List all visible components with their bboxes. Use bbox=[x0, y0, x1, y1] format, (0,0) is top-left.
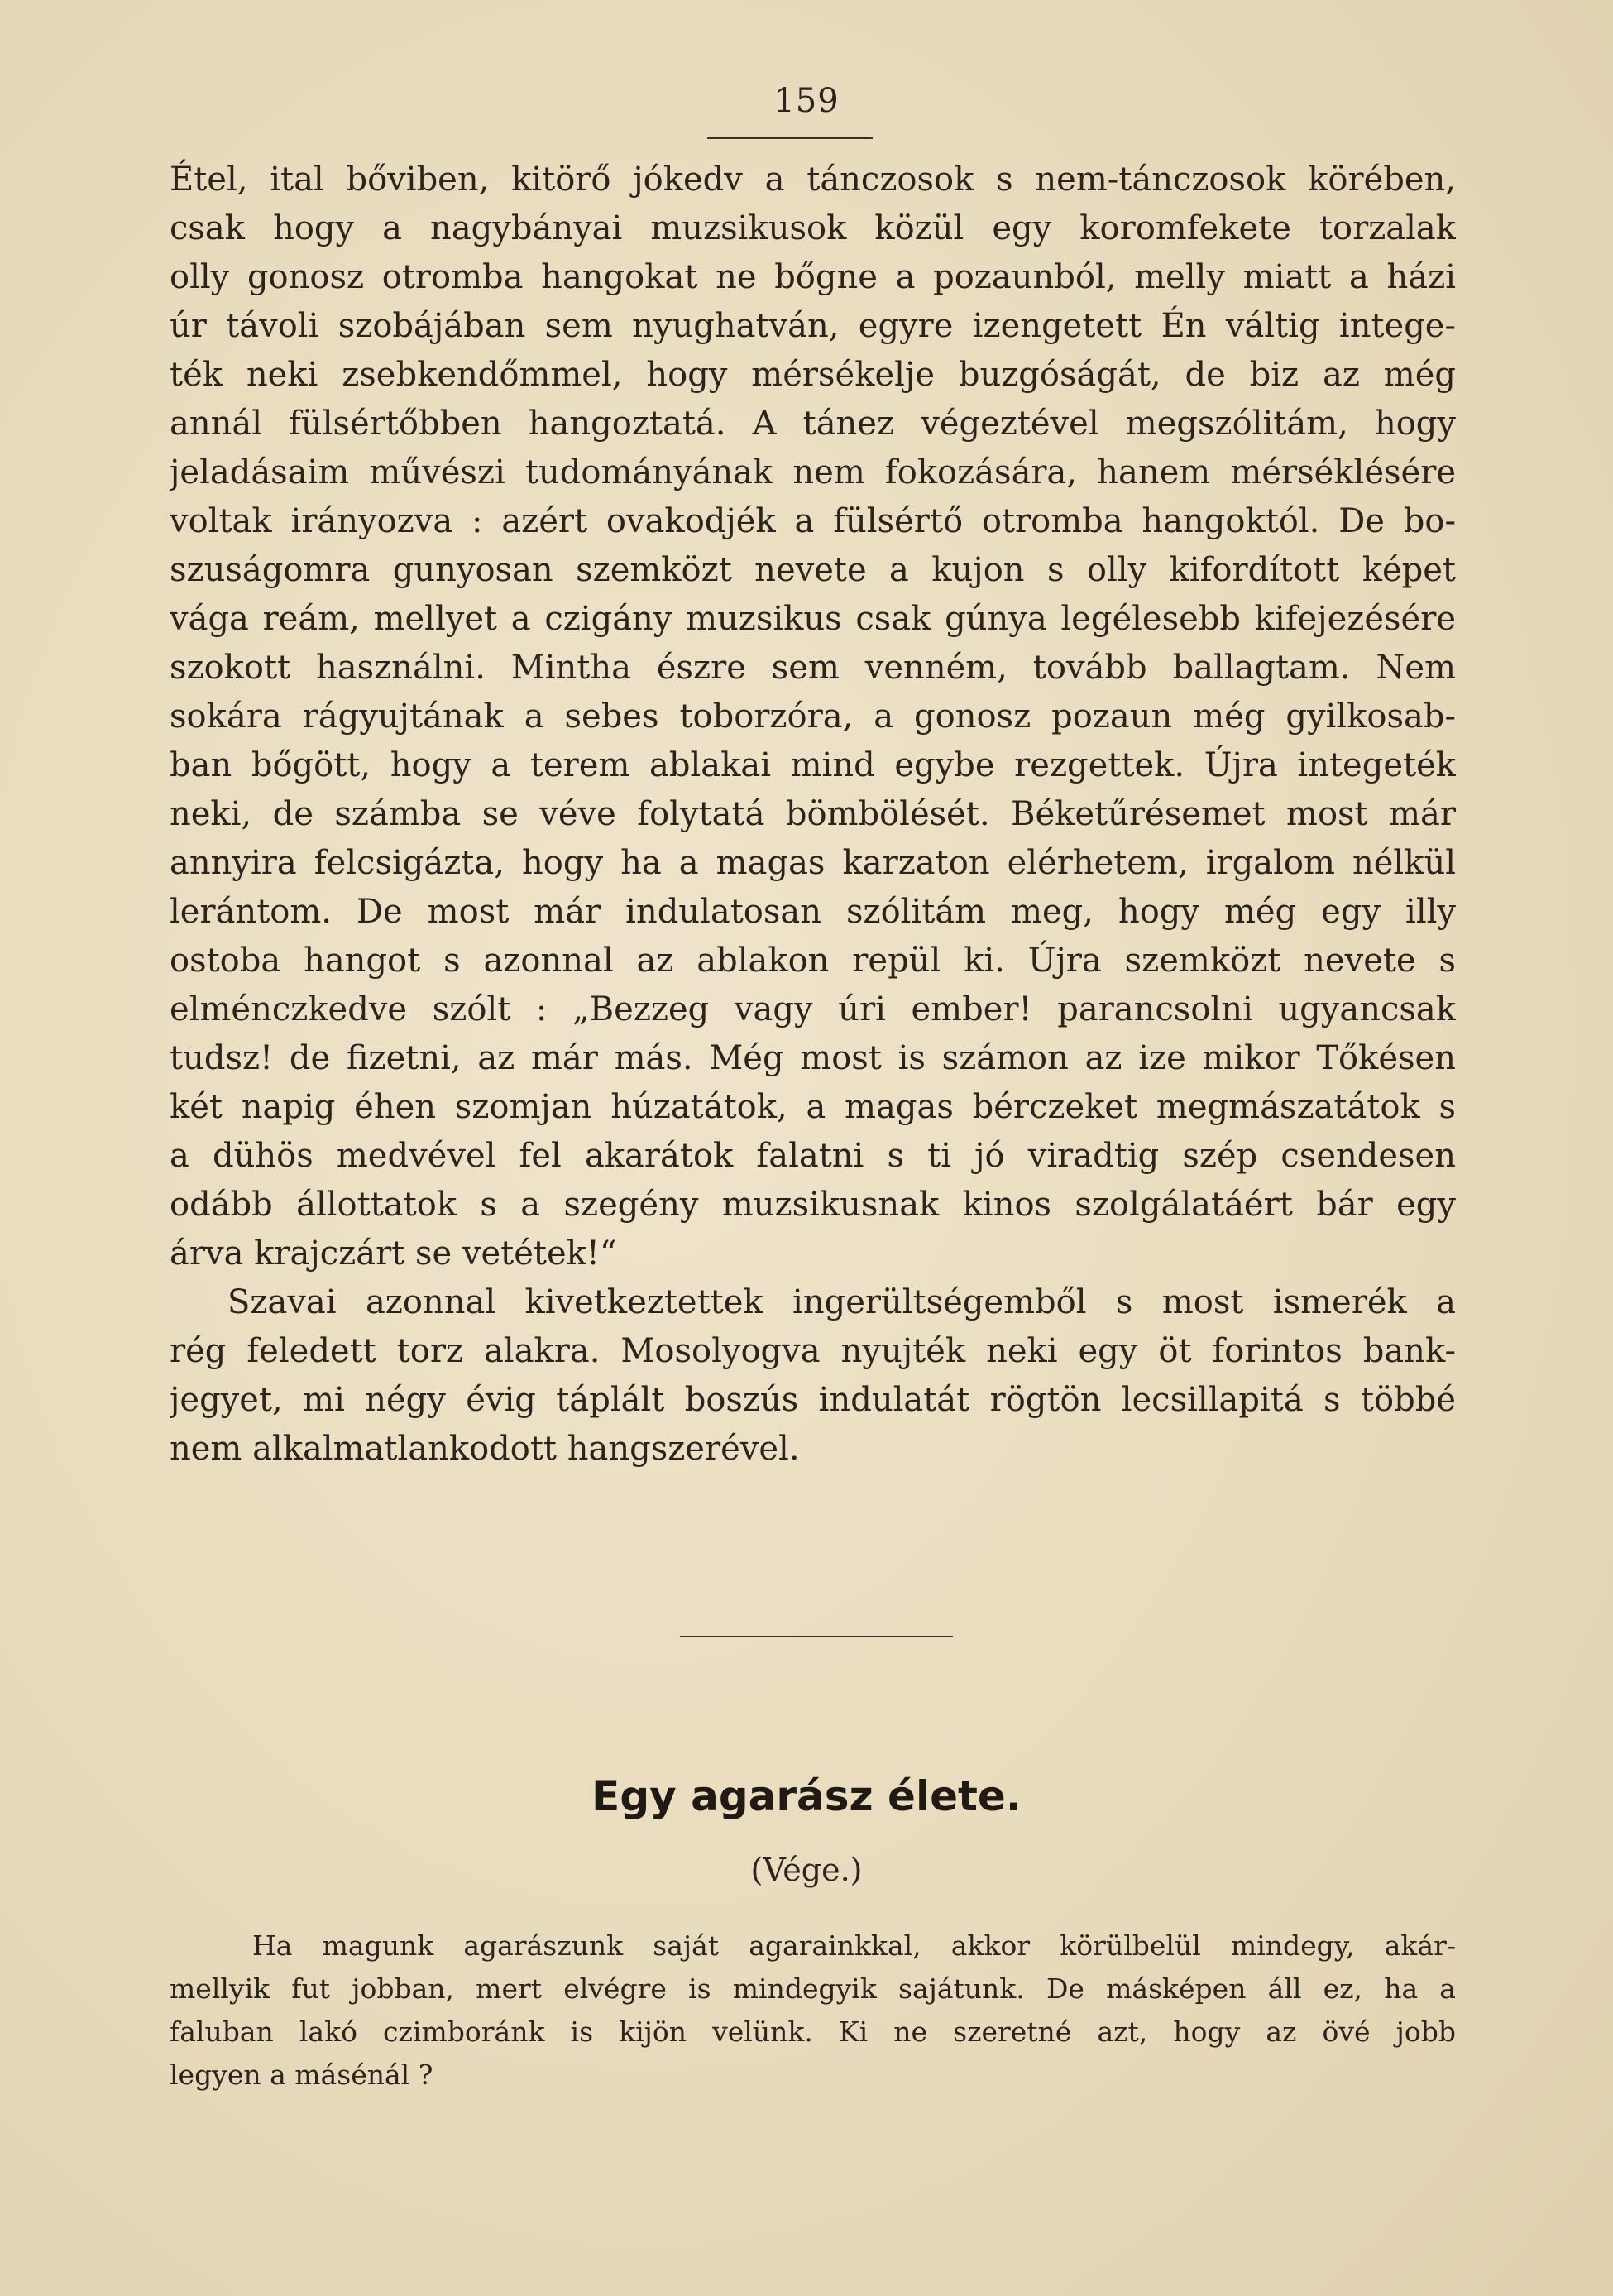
text-line: ték neki zsebkendőmmel, hogy mérsékelje buzgóságát, de biz az még bbox=[170, 356, 1456, 394]
text-line: tudsz! de fizetni, az már más. Még most is számon az ize mikor Tőkésen bbox=[170, 1039, 1456, 1077]
section-subtitle: (Vége.) bbox=[750, 1852, 863, 1888]
text-line: jegyet, mi négy évig táplált boszús indulatát rögtön lecsillapitá s többé bbox=[170, 1381, 1456, 1419]
text-line: két napig éhen szomjan húzatátok, a magas bérczeket megmászatátok s bbox=[170, 1088, 1456, 1126]
text-line: elménczkedve szólt : „Bezzeg vagy úri ember! parancsolni ugyancsak bbox=[170, 990, 1456, 1028]
text-line: ostoba hangot s azonnal az ablakon repül ki. Újra szemközt nevete s bbox=[170, 942, 1456, 980]
page-number-rule bbox=[707, 137, 873, 139]
text-line: úr távoli szobájában sem nyughatván, egyre izengetett Én váltig intege- bbox=[170, 307, 1456, 345]
text-line: olly gonosz otromba hangokat ne bőgne a pozaunból, melly miatt a házi bbox=[170, 258, 1456, 296]
text-line: annyira felcsigázta, hogy ha a magas karzaton elérhetem, irgalom nélkül bbox=[170, 844, 1456, 882]
text-line: szuságomra gunyosan szemközt nevete a kujon s olly kifordított képet bbox=[170, 551, 1456, 589]
section-divider bbox=[680, 1636, 953, 1637]
text-line: nem alkalmatlankodott hangszerével. bbox=[170, 1430, 800, 1468]
section-text-block bbox=[170, 1925, 1456, 2097]
text-line: faluban lakó czimboránk is kijön velünk. Ki ne szeretné azt, hogy az övé jobb bbox=[170, 2016, 1456, 2048]
text-line: annál fülsértőbben hangoztatá. A tánez végeztével megszólitám, hogy bbox=[170, 405, 1456, 443]
text-line: árva krajczárt se vetétek!“ bbox=[170, 1234, 617, 1273]
text-line: szokott használni. Mintha észre sem venném, tovább ballagtam. Nem bbox=[170, 649, 1456, 687]
text-line: vága reám, mellyet a czigány muzsikus csak gúnya legélesebb kifejezésére bbox=[170, 600, 1456, 638]
text-line: mellyik fut jobban, mert elvégre is mindegyik sajátunk. De másképen áll ez, ha a bbox=[170, 1972, 1456, 2005]
main-text-block bbox=[170, 156, 1456, 1474]
text-line: lerántom. De most már indulatosan szólitám meg, hogy még egy illy bbox=[170, 893, 1456, 931]
text-line: Étel, ital bőviben, kitörő jókedv a tánczosok s nem-tánczosok körében, bbox=[170, 161, 1456, 199]
text-line: neki, de számba se véve folytatá bömbölését. Béketűrésemet most már bbox=[170, 795, 1456, 833]
text-line: odább állottatok s a szegény muzsikusnak kinos szolgálatáért bár egy bbox=[170, 1186, 1456, 1224]
text-line: ban bőgött, hogy a terem ablakai mind egybe rezgettek. Újra integeték bbox=[170, 746, 1456, 784]
text-line: Ha magunk agarászunk saját agarainkkal, akkor körülbelül mindegy, akár- bbox=[252, 1929, 1456, 1962]
section-title: Egy agarász élete. bbox=[591, 1772, 1022, 1820]
text-line: rég feledett torz alakra. Mosolyogva nyujték neki egy öt forintos bank- bbox=[170, 1332, 1456, 1370]
page-number: 159 bbox=[773, 82, 840, 120]
text-line: jeladásaim művészi tudományának nem fokozására, hanem mérséklésére bbox=[170, 453, 1456, 491]
text-line: Szavai azonnal kivetkeztettek ingerültségemből s most ismerék a bbox=[227, 1283, 1456, 1321]
text-line: legyen a másénál ? bbox=[170, 2059, 433, 2091]
text-line: a dühös medvével fel akarátok falatni s ti jó viradtig szép csendesen bbox=[170, 1137, 1456, 1175]
text-line: voltak irányozva : azért ovakodjék a fülsértő otromba hangoktól. De bo- bbox=[170, 502, 1456, 540]
text-line: sokára rágyujtának a sebes toborzóra, a gonosz pozaun még gyilkosab- bbox=[170, 697, 1456, 736]
text-line: csak hogy a nagybányai muzsikusok közül egy koromfekete torzalak bbox=[170, 209, 1456, 247]
